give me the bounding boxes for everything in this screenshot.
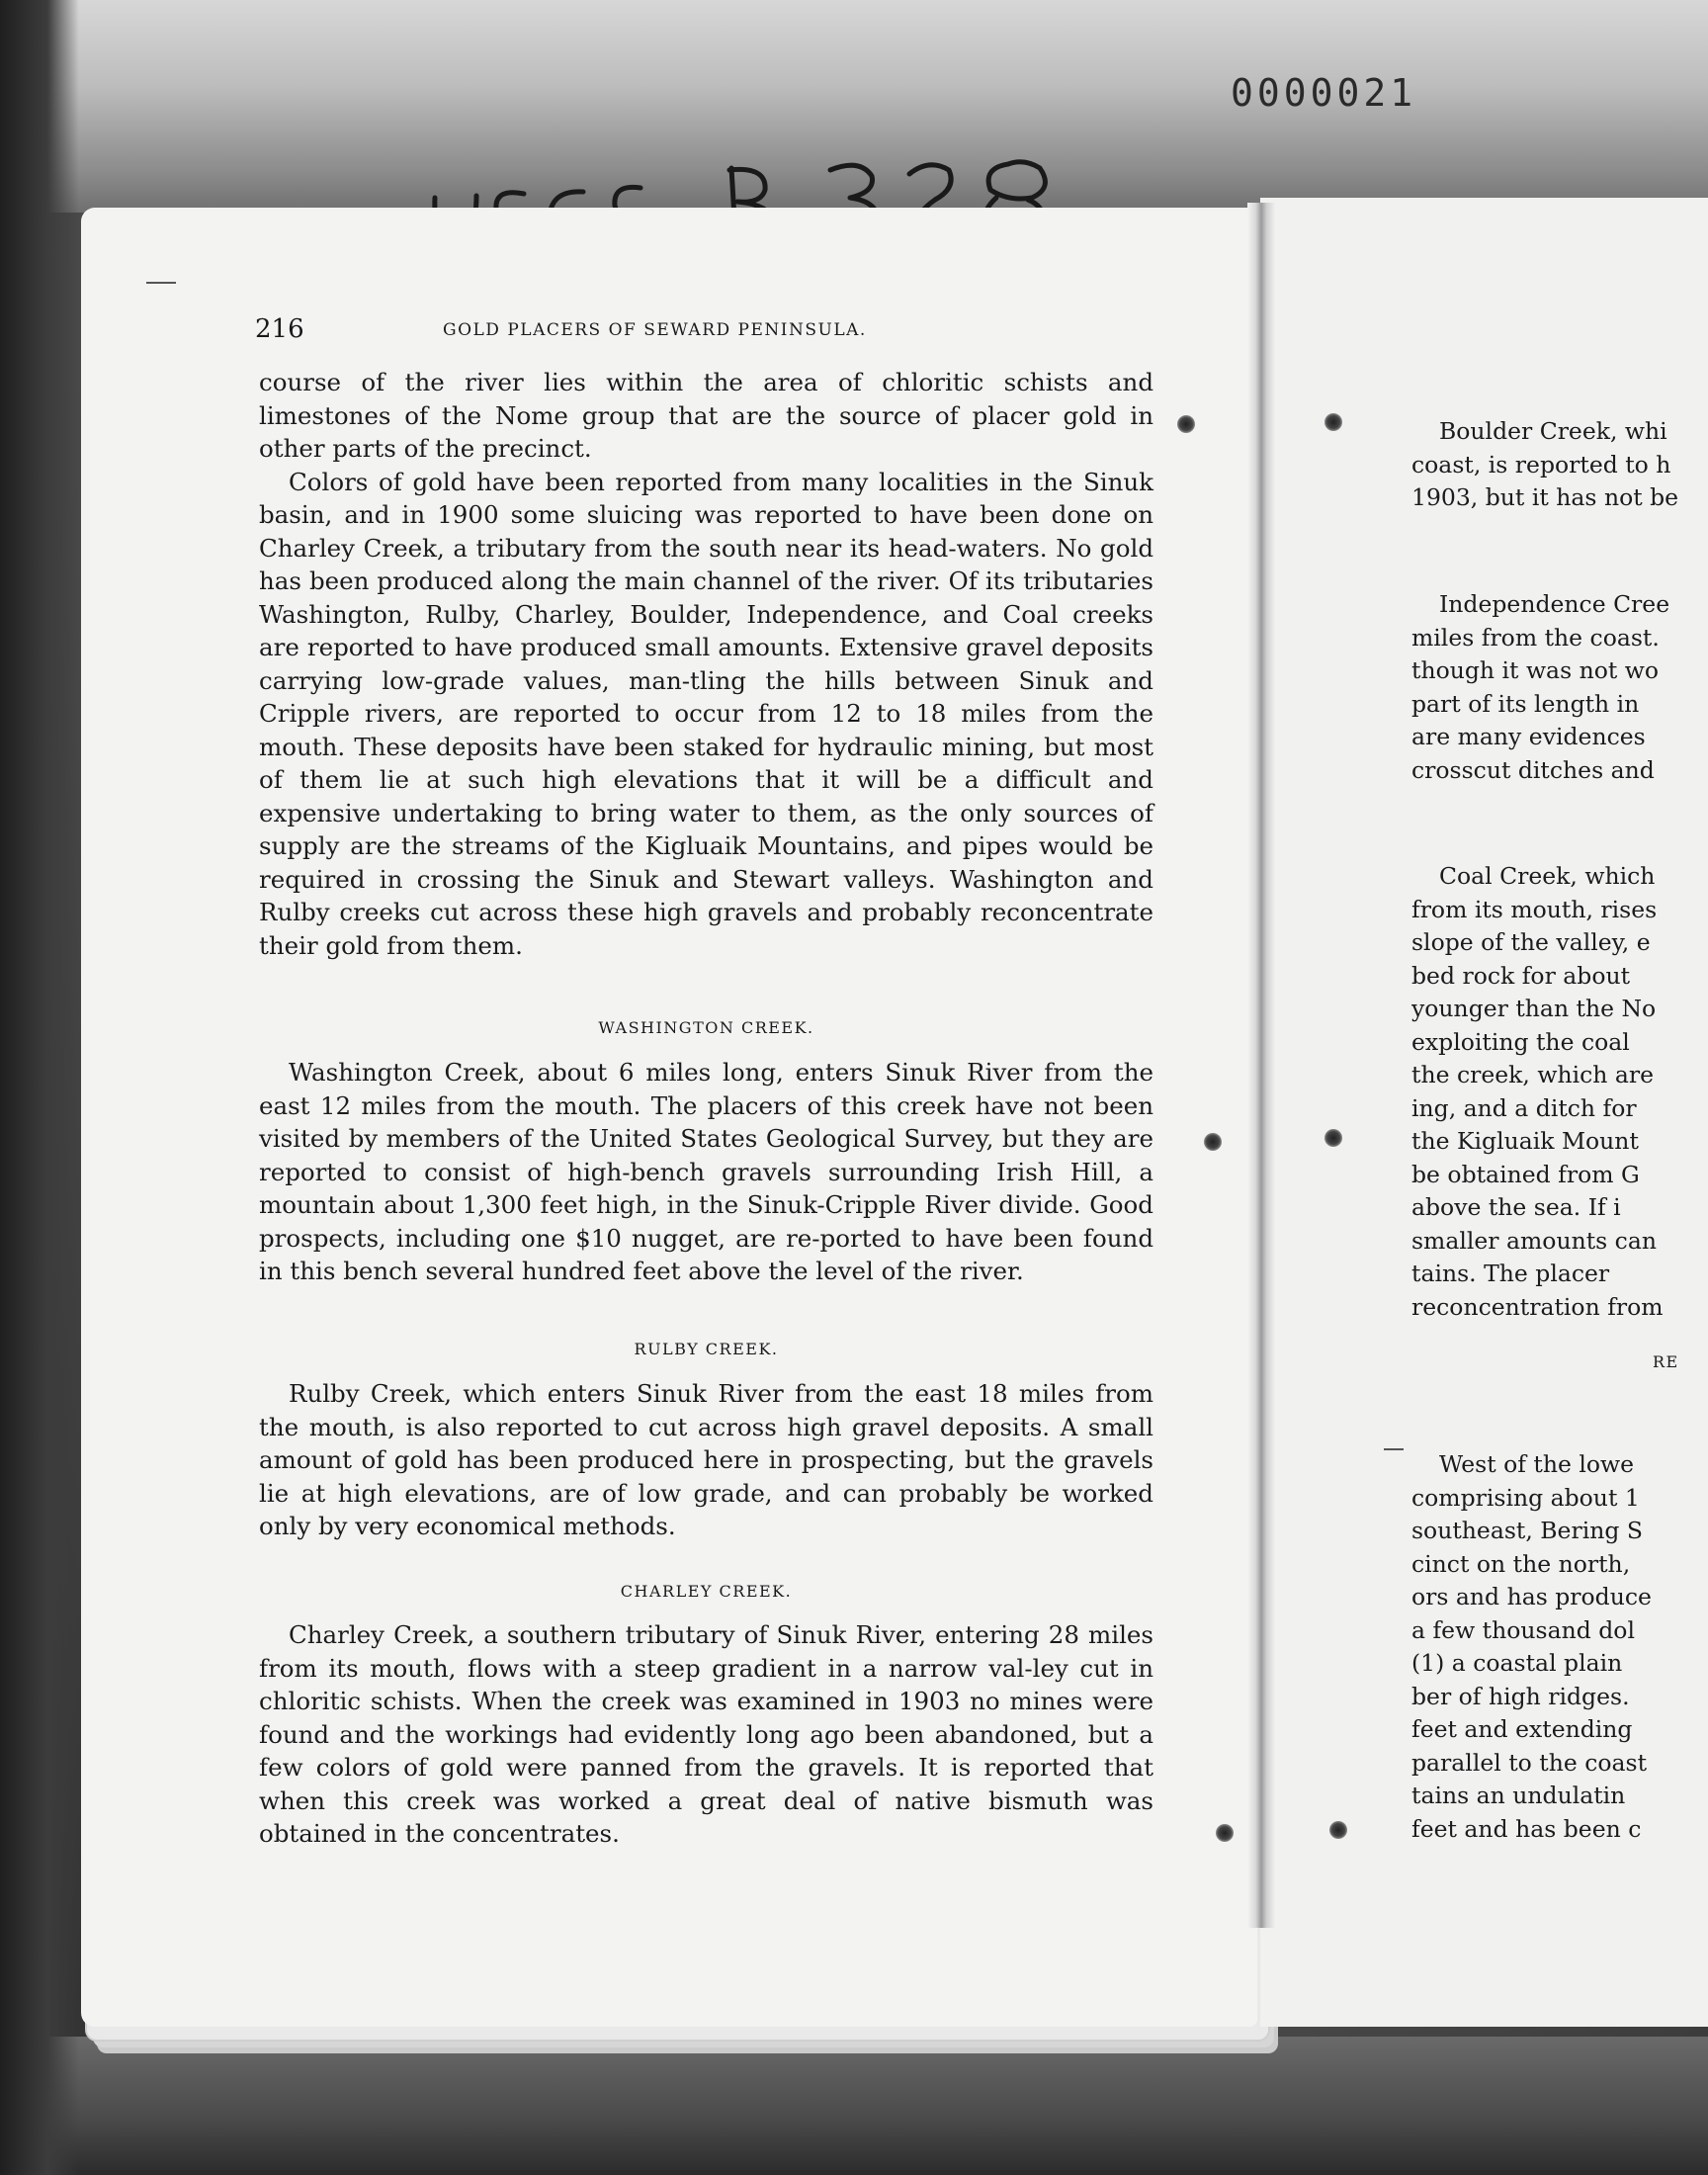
text-line: Boulder Creek, whi (1439, 417, 1667, 445)
text-line: Independence Cree (1439, 590, 1670, 618)
text-line: reconcentration from (1411, 1292, 1664, 1321)
text-line: crosscut ditches and (1411, 755, 1655, 784)
text-line: feet and extending (1411, 1715, 1633, 1743)
text-line: (1) a coastal plain (1411, 1649, 1623, 1677)
text-line: ors and has produce (1411, 1583, 1652, 1610)
text-line: slope of the valley, e (1411, 928, 1651, 956)
punch-hole (1204, 1133, 1222, 1151)
text-line: ing, and a ditch for (1411, 1093, 1637, 1122)
section-text-washington-creek (259, 1056, 1153, 1288)
text-line: tains an undulatin (1411, 1782, 1626, 1809)
scan-left-shadow (0, 0, 79, 2175)
paragraph: course of the river lies within the area of chloritic schists and limestones of the Nome group that are the source of placer gold in other parts of the precinct. (259, 368, 1153, 463)
text-line: ber of high ridges. (1411, 1682, 1630, 1710)
text-line: southeast, Bering S (1411, 1517, 1643, 1544)
right-page-section-heading: RE (1653, 1352, 1679, 1371)
section-heading-charley-creek: CHARLEY CREEK. (620, 1582, 793, 1601)
text-line: bed rock for about (1411, 961, 1631, 990)
punch-hole (1216, 1824, 1234, 1842)
right-page-block-independence (1411, 588, 1708, 787)
section-text-rulby-creek (259, 1377, 1153, 1543)
text-line: tains. The placer (1411, 1260, 1610, 1287)
text-line: exploiting the coal (1411, 1027, 1630, 1056)
page-number: 216 (255, 314, 304, 344)
section-heading-washington-creek: WASHINGTON CREEK. (598, 1018, 814, 1037)
text-line: feet and has been c (1411, 1814, 1642, 1843)
right-page-block-boulder (1411, 415, 1708, 515)
text-line: from its mouth, rises (1411, 895, 1658, 923)
intro-text (259, 366, 1153, 962)
text-line: be obtained from G (1411, 1160, 1640, 1188)
text-line: 1903, but it has not be (1411, 483, 1679, 511)
text-line: coast, is reported to h (1411, 450, 1671, 478)
text-line: above the sea. If i (1411, 1193, 1621, 1221)
text-line: the Kigluaik Mount (1411, 1127, 1639, 1155)
scan-mark (146, 282, 176, 284)
document-stamp-number: 0000021 (1231, 71, 1417, 115)
paragraph: Washington Creek, about 6 miles long, enters Sinuk River from the east 12 miles from the mouth. The placers of this creek have not been visited by members of the United States Geological Survey, but they are reported to consist of high-bench gravels surrounding Irish Hill, a mountain about 1,300 feet high, in the Sinuk-Cripple River divide. Good prospects, including one $10 nugget, are re-ported to have been found in this bench several hundred feet above the level of the river. (259, 1058, 1153, 1285)
punch-hole (1324, 413, 1342, 431)
text-line: though it was not wo (1411, 656, 1660, 684)
text-line: a few thousand dol (1411, 1615, 1635, 1644)
paragraph: Charley Creek, a southern tributary of Sinuk River, entering 28 miles from its mouth, flows with a steep gradient in a narrow val-ley cut in chloritic schists. When the creek was examined in 1903 no mines were found and the workings had evidently long ago been abandoned, but a few colors of gold were panned from the gravels. It is reported that when this creek was worked a great deal of native bismuth was obtained in the concentrates. (259, 1620, 1153, 1848)
running-head: GOLD PLACERS OF SEWARD PENINSULA. (443, 320, 867, 340)
text-line: part of its length in (1411, 689, 1640, 718)
right-page-block-coal (1411, 860, 1708, 1324)
punch-hole (1324, 1129, 1342, 1147)
right-page-block-west (1411, 1448, 1708, 1846)
text-line: smaller amounts can (1411, 1226, 1657, 1255)
text-line: Coal Creek, which (1439, 862, 1656, 890)
book-spine (1247, 203, 1275, 1928)
text-line: are many evidences (1411, 723, 1646, 750)
paragraph: Rulby Creek, which enters Sinuk River from the east 18 miles from the mouth, is also reported to cut across high gravel deposits. A small amount of gold has been produced here in prospecting, but the gravels lie at high elevations, are of low grade, and can probably be worked only by very economical methods. (259, 1379, 1153, 1540)
scan-bottom-shadow (0, 2037, 1708, 2175)
text-line: parallel to the coast (1411, 1748, 1648, 1777)
section-text-charley-creek (259, 1618, 1153, 1851)
text-line: cinct on the north, (1411, 1549, 1631, 1578)
section-heading-rulby-creek: RULBY CREEK. (634, 1340, 779, 1358)
text-line: West of the lowe (1439, 1450, 1635, 1478)
text-line: the creek, which are (1411, 1061, 1655, 1088)
punch-hole (1329, 1821, 1347, 1839)
text-line: comprising about 1 (1411, 1483, 1640, 1512)
text-line: younger than the No (1411, 995, 1657, 1022)
punch-hole (1177, 415, 1195, 433)
scan-mark (1384, 1448, 1404, 1450)
paragraph: Colors of gold have been reported from many localities in the Sinuk basin, and in 1900 some sluicing was reported to have been done on Charley Creek, a tributary from the south near its head-waters. No gold has been produced along the main channel of the river. Of its tributaries Washington, Rulby, Charley, Boulder, Independence, and Coal creeks are reported to have produced small amounts. Extensive gravel deposits carrying low-grade values, man-tling the hills between Sinuk and Cripple rivers, are reported to occur from 12 to 18 miles from the mouth. These deposits have been staked for hydraulic mining, but most of them lie at such high elevations that it will be a difficult and expensive undertaking to bring water to them, as the only sources of supply are the streams of the Kigluaik Mountains, and pipes would be required in crossing the Sinuk and Stewart valleys. Washington and Rulby creeks cut across these high gravels and probably reconcentrate their gold from them. (259, 467, 1153, 960)
text-line: miles from the coast. (1411, 623, 1660, 652)
